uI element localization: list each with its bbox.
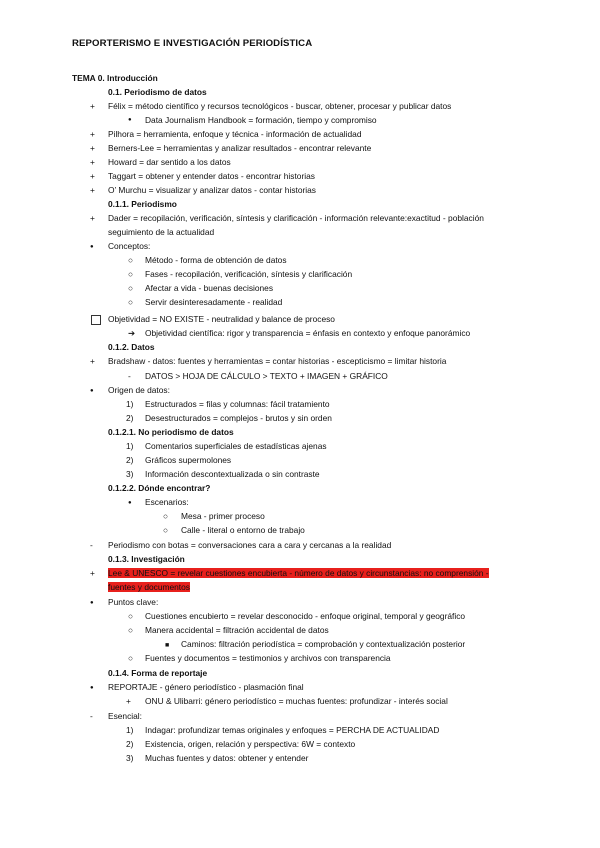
list-item: Fuentes y documentos = testimonios y archivos con transparencia xyxy=(145,653,391,663)
heading-tema0: TEMA 0. Introducción xyxy=(72,73,158,83)
bullet-marker: ● xyxy=(128,117,132,123)
list-item: Afectar a vida - buenas decisiones xyxy=(145,283,274,293)
heading-0-1-2-2: 0.1.2.2. Dónde encontrar? xyxy=(108,483,211,493)
list-item: Muchas fuentes y datos: obtener y entender xyxy=(145,753,309,763)
dash-marker: - xyxy=(90,540,93,550)
plus-marker: + xyxy=(90,568,95,578)
plus-marker: + xyxy=(126,696,131,706)
circle-marker: ○ xyxy=(128,297,134,307)
list-item: Manera accidental = filtración accidental de datos xyxy=(145,625,329,635)
list-item-continuation: seguimiento de la actualidad xyxy=(108,227,215,237)
plus-marker: + xyxy=(90,129,95,139)
list-item: Existencia, origen, relación y perspectiva: 6W = contexto xyxy=(145,739,356,749)
number-marker: 2) xyxy=(126,739,134,749)
list-item: Data Journalism Handbook = formación, tiempo y compromiso xyxy=(145,115,377,125)
list-item: Félix = método científico y recursos tecnológicos - buscar, obtener, procesar y publicar datos xyxy=(108,101,452,111)
circle-marker: ○ xyxy=(128,625,134,635)
list-item: Taggart = obtener y entender datos - encontrar historias xyxy=(108,171,315,181)
highlight-text: fuentes y documentos xyxy=(108,582,190,592)
list-item: Esencial: xyxy=(108,711,142,721)
heading-0-1: 0.1. Periodismo de datos xyxy=(108,87,207,97)
list-item: Comentarios superficiales de estadísticas ajenas xyxy=(145,441,327,451)
list-item: O’ Murchu = visualizar y analizar datos - contar historias xyxy=(108,185,316,195)
list-item: Servir desinteresadamente - realidad xyxy=(145,297,283,307)
circle-marker: ○ xyxy=(163,525,169,535)
list-item: Caminos: filtración periodística = comprobación y contextualización posterior xyxy=(181,639,466,649)
list-item: Periodismo con botas = conversaciones cara a cara y cercanas a la realidad xyxy=(108,540,392,550)
highlighted-item-continuation xyxy=(108,582,190,593)
list-item: Bradshaw - datos: fuentes y herramientas = contar historias - escepticismo = limitar historia xyxy=(108,356,447,366)
list-item: Origen de datos: xyxy=(108,385,170,395)
highlight-text: Lee & UNESCO = revelar cuestiones encubierta - número de datos y circunstancias: no comprensión - xyxy=(108,568,489,578)
square-marker: ■ xyxy=(165,642,170,649)
heading-0-1-2-1: 0.1.2.1. No periodismo de datos xyxy=(108,427,234,437)
number-marker: 1) xyxy=(126,399,134,409)
bullet-marker: ● xyxy=(128,500,132,506)
list-item: Dader = recopilación, verificación, síntesis y clarificación - información relevante:exactitud - población xyxy=(108,213,484,223)
list-item: Estructurados = filas y columnas: fácil tratamiento xyxy=(145,399,330,409)
list-item: Conceptos: xyxy=(108,241,151,251)
arrow-icon: ➔ xyxy=(128,328,136,338)
list-item: Puntos clave: xyxy=(108,597,159,607)
bullet-marker: ● xyxy=(90,685,94,691)
list-item: Objetividad científica: rigor y transparencia = énfasis en contexto y enfoque panorámico xyxy=(145,328,471,338)
list-item: Indagar: profundizar temas originales y enfoques = PERCHA DE ACTUALIDAD xyxy=(145,725,440,735)
plus-marker: + xyxy=(90,185,95,195)
list-item: DATOS > HOJA DE CÁLCULO > TEXTO + IMAGEN + GRÁFICO xyxy=(145,371,388,381)
heading-0-1-3: 0.1.3. Investigación xyxy=(108,554,185,564)
list-item: Fases - recopilación, verificación, síntesis y clarificación xyxy=(145,269,353,279)
number-marker: 1) xyxy=(126,441,134,451)
list-item: Pilhora = herramienta, enfoque y técnica - información de actualidad xyxy=(108,129,362,139)
bullet-marker: ● xyxy=(90,600,94,606)
plus-marker: + xyxy=(90,101,95,111)
list-item: ONU & Ulibarri: género periodístico = muchas fuentes: profundizar - interés social xyxy=(145,696,448,706)
number-marker: 3) xyxy=(126,753,134,763)
plus-marker: + xyxy=(90,171,95,181)
circle-marker: ○ xyxy=(128,269,134,279)
list-item: Objetividad = NO EXISTE - neutralidad y balance de proceso xyxy=(108,314,335,324)
circle-marker: ○ xyxy=(163,511,169,521)
plus-marker: + xyxy=(90,356,95,366)
number-marker: 1) xyxy=(126,725,134,735)
dash-marker: - xyxy=(90,711,93,721)
list-item: REPORTAJE - género periodístico - plasmación final xyxy=(108,682,304,692)
list-item: Calle - literal o entorno de trabajo xyxy=(181,525,305,535)
bullet-marker: ● xyxy=(90,244,94,250)
dash-marker: - xyxy=(128,371,131,381)
circle-marker: ○ xyxy=(128,653,134,663)
circle-marker: ○ xyxy=(128,283,134,293)
list-item: Gráficos supermolones xyxy=(145,455,232,465)
list-item: Mesa - primer proceso xyxy=(181,511,265,521)
number-marker: 3) xyxy=(126,469,134,479)
circle-marker: ○ xyxy=(128,255,134,265)
plus-marker: + xyxy=(90,143,95,153)
heading-0-1-2: 0.1.2. Datos xyxy=(108,342,155,352)
heading-0-1-4: 0.1.4. Forma de reportaje xyxy=(108,668,208,678)
number-marker: 2) xyxy=(126,413,134,423)
list-item: Berners-Lee = herramientas y analizar resultados - encontrar relevante xyxy=(108,143,372,153)
number-marker: 2) xyxy=(126,455,134,465)
list-item: Cuestiones encubierto = revelar desconocido - enfoque original, temporal y geográfico xyxy=(145,611,466,621)
list-item: Desestructurados = complejos - brutos y sin orden xyxy=(145,413,332,423)
list-item: Método - forma de obtención de datos xyxy=(145,255,287,265)
plus-marker: + xyxy=(90,157,95,167)
checkbox[interactable] xyxy=(91,315,101,325)
heading-0-1-1: 0.1.1. Periodismo xyxy=(108,199,177,209)
page-title: REPORTERISMO E INVESTIGACIÓN PERIODÍSTICA xyxy=(72,38,313,49)
highlighted-item xyxy=(108,568,489,579)
circle-marker: ○ xyxy=(128,611,134,621)
plus-marker: + xyxy=(90,213,95,223)
list-item: Escenarios: xyxy=(145,497,189,507)
list-item: Información descontextualizada o sin contraste xyxy=(145,469,320,479)
list-item: Howard = dar sentido a los datos xyxy=(108,157,231,167)
bullet-marker: ● xyxy=(90,388,94,394)
